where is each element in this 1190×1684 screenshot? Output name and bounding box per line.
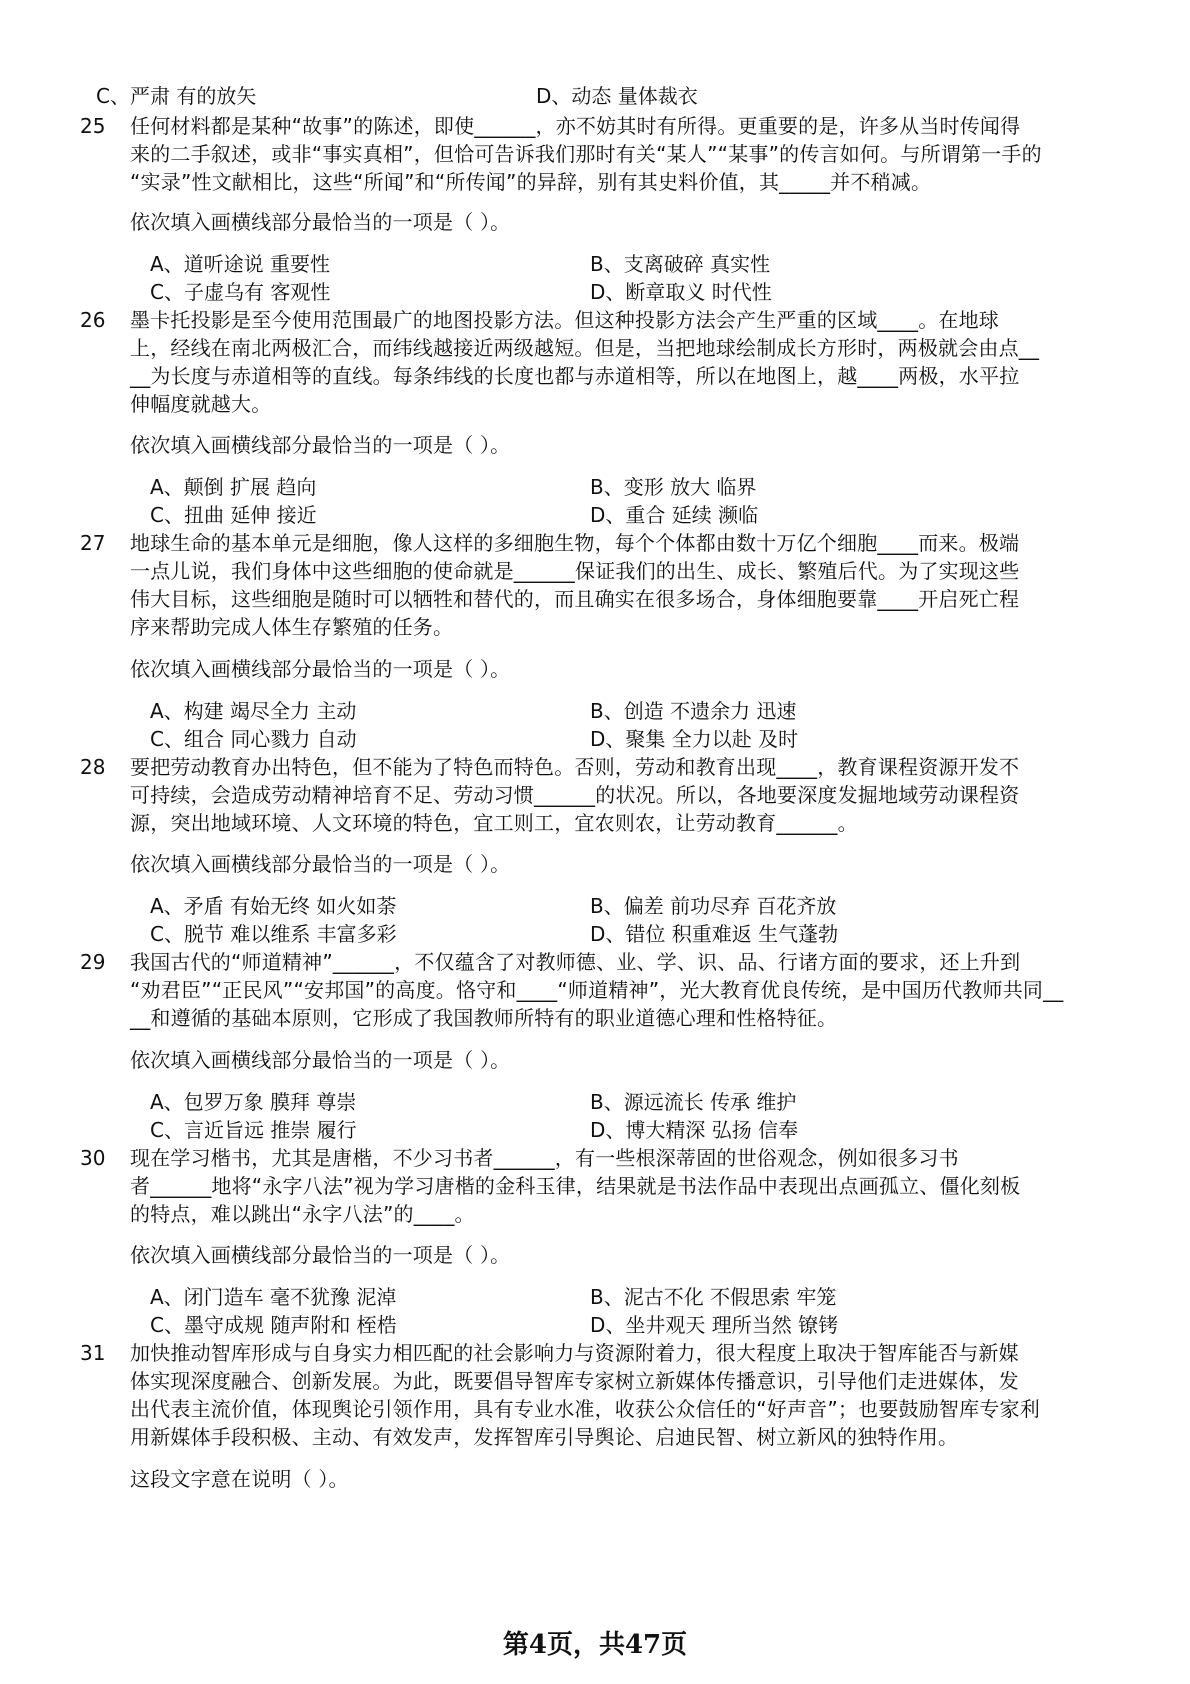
question-26-option-a: A、颠倒 扩展 趋向 (150, 475, 317, 499)
question-31-text-line: 用新媒体手段积极、主动、有效发声，发挥智库引导舆论、启迪民智、树立新风的独特作用。 (130, 1425, 959, 1449)
question-25-text-line: 任何材料都是某种“故事”的陈述，即使______，亦不妨其时有所得。更重要的是，许多从当时传闻得 (130, 114, 1021, 138)
page-number-footer: 第4页，共47页 (502, 1630, 688, 1660)
question-28-option-d: D、错位 积重难返 生气蓬勃 (590, 922, 839, 946)
question-26-option-b: B、变形 放大 临界 (590, 475, 757, 499)
question-30-text-line: 现在学习楷书，尤其是唐楷，不少习书者______，有一些根深蒂固的世俗观念，例如很多习书 (130, 1146, 959, 1170)
question-28-number: 28 (80, 755, 106, 779)
question-27-text-line: 地球生命的基本单元是细胞，像人这样的多细胞生物，每个个体都由数十万亿个细胞____而来。极端 (130, 531, 1020, 555)
question-28-text-line: 源，突出地域环境、人文环境的特色，宜工则工，宜农则农，让劳动教育______。 (130, 811, 858, 835)
question-31-text-line: 出代表主流价值，体现舆论引领作用，具有专业水准，收获公众信任的“好声音”；也要鼓励智库专家利 (130, 1397, 1040, 1421)
question-25-option-c: C、子虚乌有 客观性 (150, 280, 331, 304)
question-27-text-line: 一点儿说，我们身体中这些细胞的使命就是______保证我们的出生、成长、繁殖后代。为了实现这些 (130, 559, 1020, 583)
question-26-prompt: 依次填入画横线部分最恰当的一项是（ ）。 (130, 433, 511, 457)
question-30-option-a: A、闭门造车 毫不犹豫 泥淖 (150, 1285, 397, 1309)
question-27-option-d: D、聚集 全力以赴 及时 (590, 727, 799, 751)
question-30-text-line: 者______地将“永字八法”视为学习唐楷的金科玉律，结果就是书法作品中表现出点画孤立、僵化刻板 (130, 1174, 1021, 1198)
question-25-prompt: 依次填入画横线部分最恰当的一项是（ ）。 (130, 210, 511, 234)
question-31-text-line: 体实现深度融合、创新发展。为此，既要倡导智库专家树立新媒体传播意识，引导他们走进媒体，发 (130, 1369, 1019, 1393)
question-29-option-d: D、博大精深 弘扬 信奉 (590, 1118, 799, 1142)
question-29-option-c: C、言近旨远 推崇 履行 (150, 1118, 357, 1142)
question-27-option-c: C、组合 同心戮力 自动 (150, 727, 357, 751)
question-31-number: 31 (80, 1341, 106, 1365)
question-28-option-b: B、偏差 前功尽弃 百花齐放 (590, 894, 837, 918)
question-30-prompt: 依次填入画横线部分最恰当的一项是（ ）。 (130, 1243, 511, 1267)
question-25-option-d: D、断章取义 时代性 (590, 280, 772, 304)
question-27-prompt: 依次填入画横线部分最恰当的一项是（ ）。 (130, 657, 511, 681)
question-26-option-c: C、扭曲 延伸 接近 (150, 503, 317, 527)
question-29-text-line: __和遵循的基础本原则，它形成了我国教师所特有的职业道德心理和性格特征。 (130, 1006, 838, 1030)
question-29-option-b: B、源远流长 传承 维护 (590, 1090, 797, 1114)
question-27-option-b: B、创造 不遗余力 迅速 (590, 699, 797, 723)
question-28-option-a: A、矛盾 有始无终 如火如荼 (150, 894, 397, 918)
question-28-text-line: 要把劳动教育办出特色，但不能为了特色而特色。否则，劳动和教育出现____，教育课程资源开发不 (130, 755, 1020, 779)
question-30-option-b: B、泥古不化 不假思索 牢笼 (590, 1285, 837, 1309)
question-31-text-line: 加快推动智库形成与自身实力相匹配的社会影响力与资源附着力，很大程度上取决于智库能否与新媒 (130, 1341, 1019, 1365)
question-30-option-c: C、墨守成规 随声附和 桎梏 (150, 1313, 397, 1337)
question-29-number: 29 (80, 950, 106, 974)
question-29-text-line: 我国古代的“师道精神”______，不仅蕴含了对教师德、业、学、识、品、行诸方面的要求，还上升到 (130, 950, 1021, 974)
question-26-option-d: D、重合 延续 濒临 (590, 503, 759, 527)
question-25-number: 25 (80, 114, 106, 138)
question-31-prompt: 这段文字意在说明（ ）。 (130, 1467, 349, 1491)
question-30-number: 30 (80, 1146, 106, 1170)
question-29-prompt: 依次填入画横线部分最恰当的一项是（ ）。 (130, 1048, 511, 1072)
question-26-number: 26 (80, 308, 106, 332)
question-25-text-line: “实录”性文献相比，这些“所闻”和“所传闻”的异辞，别有其史料价值，其_____并不稍减。 (130, 170, 932, 194)
question-30-text-line: 的特点，难以跳出“永字八法”的____。 (130, 1202, 475, 1226)
prev-option-d: D、动态 量体裁衣 (536, 84, 698, 108)
question-25-option-a: A、道听途说 重要性 (150, 252, 331, 276)
question-26-text-line: 伸幅度就越大。 (130, 392, 272, 416)
question-27-option-a: A、构建 竭尽全力 主动 (150, 699, 357, 723)
question-27-number: 27 (80, 531, 106, 555)
question-30-option-d: D、坐井观天 理所当然 镣铐 (590, 1313, 839, 1337)
prev-option-c: C、严肃 有的放矢 (96, 84, 257, 108)
question-29-option-a: A、包罗万象 膜拜 尊崇 (150, 1090, 357, 1114)
question-27-text-line: 序来帮助完成人体生存繁殖的任务。 (130, 615, 454, 639)
question-28-option-c: C、脱节 难以维系 丰富多彩 (150, 922, 397, 946)
question-25-option-b: B、支离破碎 真实性 (590, 252, 771, 276)
question-26-text-line: __为长度与赤道相等的直线。每条纬线的长度也都与赤道相等，所以在地图上，越____两极，水平拉 (130, 364, 1020, 388)
question-29-text-line: “劝君臣”“正民风”“安邦国”的高度。恪守和____“师道精神”，光大教育优良传统，是中国历代教师共同__ (130, 978, 1064, 1002)
question-27-text-line: 伟大目标，这些细胞是随时可以牺牲和替代的，而且确实在很多场合，身体细胞要靠____开启死亡程 (130, 587, 1020, 611)
question-28-prompt: 依次填入画横线部分最恰当的一项是（ ）。 (130, 852, 511, 876)
question-26-text-line: 墨卡托投影是至今使用范围最广的地图投影方法。但这种投影方法会产生严重的区域____。在地球 (130, 308, 999, 332)
question-26-text-line: 上，经线在南北两极汇合，而纬线越接近两级越短。但是，当把地球绘制成长方形时，两极就会由点__ (130, 336, 1040, 360)
question-25-text-line: 来的二手叙述，或非“事实真相”，但恰可告诉我们那时有关“某人”“某事”的传言如何。与所谓第一手的 (130, 142, 1042, 166)
question-28-text-line: 可持续，会造成劳动精神培育不足、劳动习惯______的状况。所以，各地要深度发掘地域劳动课程资 (130, 783, 1020, 807)
